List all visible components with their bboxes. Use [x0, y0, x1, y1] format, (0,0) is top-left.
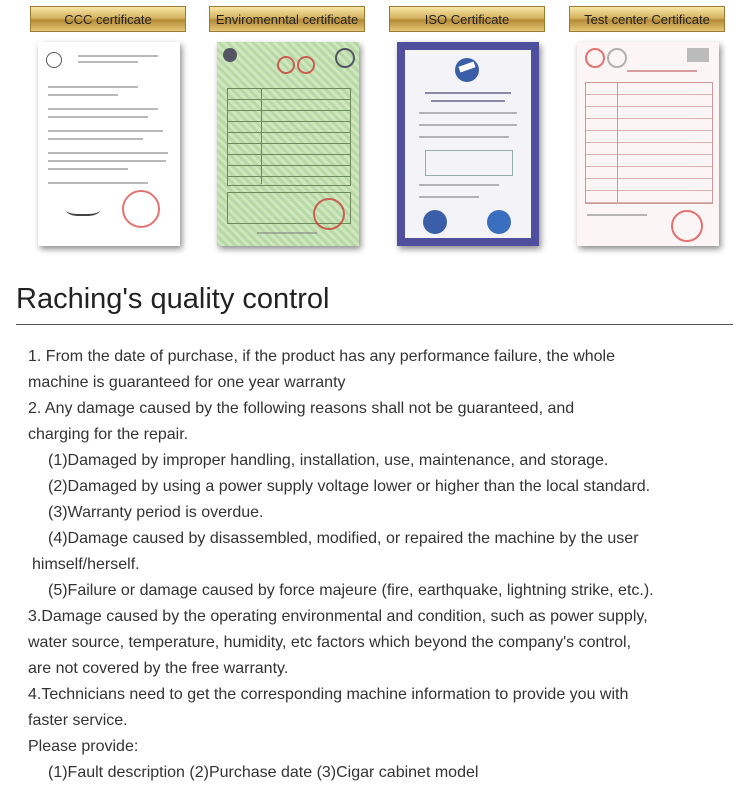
certificate-label: CCC certificate: [30, 6, 186, 32]
term-line: (3)Warranty period is overdue.: [48, 504, 264, 521]
term-line: himself/herself.: [32, 556, 140, 573]
term-line: faster service.: [28, 712, 128, 729]
term-line: 4.Technicians need to get the corresponding machine information to provide you with: [28, 686, 629, 703]
section-title: Raching's quality control: [16, 283, 330, 315]
term-line: (1)Fault description (2)Purchase date (3)Cigar cabinet model: [48, 764, 479, 781]
term-line: charging for the repair.: [28, 426, 189, 443]
test-center-certificate-icon: [577, 42, 719, 246]
term-line: machine is guaranteed for one year warranty: [28, 374, 346, 391]
term-line: 1. From the date of purchase, if the product has any performance failure, the whole: [28, 348, 615, 365]
term-line: are not covered by the free warranty.: [28, 660, 289, 677]
certificate-label: ISO Certificate: [389, 6, 545, 32]
term-line: (2)Damaged by using a power supply voltage lower or higher than the local standard.: [48, 478, 651, 495]
environmental-certificate-icon: [217, 42, 359, 246]
certificate-label: Enviromenntal certificate: [209, 6, 365, 32]
certificate-card-environmental: [209, 6, 365, 32]
iso-certificate-icon: [397, 42, 539, 246]
term-line: (4)Damage caused by disassembled, modified, or repaired the machine by the user: [48, 530, 639, 547]
ccc-certificate-icon: [38, 42, 180, 246]
certificate-card-iso: [389, 6, 545, 32]
term-line: (5)Failure or damage caused by force majeure (fire, earthquake, lightning strike, etc.).: [48, 582, 654, 599]
term-line: Please provide:: [28, 738, 139, 755]
term-line: 2. Any damage caused by the following reasons shall not be guaranteed, and: [28, 400, 575, 417]
certificate-card-test-center: [569, 6, 725, 32]
term-line: (1)Damaged by improper handling, installation, use, maintenance, and storage.: [48, 452, 609, 469]
term-line: water source, temperature, humidity, etc factors which beyond the company's control,: [28, 634, 632, 651]
certificate-label: Test center Certificate: [569, 6, 725, 32]
section-divider: [16, 324, 733, 325]
term-line: 3.Damage caused by the operating environmental and condition, such as power supply,: [28, 608, 648, 625]
certificate-card-ccc: [30, 6, 186, 32]
warranty-terms: [28, 344, 743, 786]
